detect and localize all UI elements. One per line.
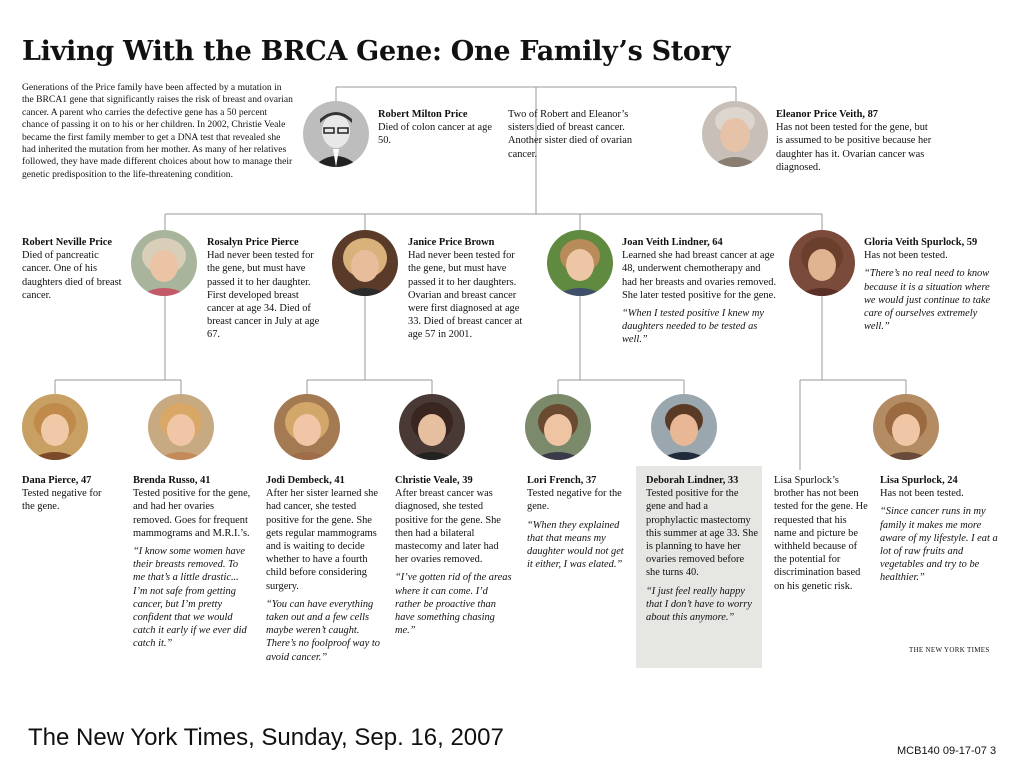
page-title: Living With the BRCA Gene: One Family’s Story	[22, 36, 730, 67]
person-quote: “There’s no real need to know because it is a situation where we would just continue to take care of ourselves extremely well.”	[864, 268, 991, 333]
lisa-spurlock-entry	[880, 474, 998, 585]
person-description: After breast cancer was diagnosed, she tested positive for the gene. She then had a bilateral mastecomy and later had her ovaries removed.	[395, 488, 501, 566]
robert-milton-price-entry	[378, 108, 496, 148]
person-description: Has not been tested for the gene, but is assumed to be positive because her daughter has it. Ovarian cancer was diagnosed.	[776, 122, 932, 173]
christie-veale-entry	[395, 474, 513, 637]
jodi-dembeck-entry	[266, 474, 382, 664]
joan-veith-lindner-photo	[547, 230, 613, 296]
person-description: Tested negative for the gene.	[22, 488, 102, 513]
person-description: Had never been tested for the gene, but must have passed it to her daughter. First developed breast cancer at age 34. Died of breast cancer in July at age 67.	[207, 250, 320, 341]
brenda-russo-photo	[148, 394, 214, 460]
deborah-lindner-photo	[651, 394, 717, 460]
person-quote: “I just feel really happy that I don’t have to worry about this anymore.”	[646, 585, 752, 624]
robert-milton-price-photo	[303, 101, 369, 167]
person-name: Lisa Spurlock, 24	[880, 475, 958, 486]
person-name: Dana Pierce, 47	[22, 475, 92, 486]
person-description: Had never been tested for the gene, but must have passed it to her daughters. Ovarian and breast cancer were first diagnosed at age 33. Died of breast cancer at age 57 in 2001.	[408, 250, 523, 341]
dana-pierce-photo	[22, 394, 88, 460]
person-name: Robert Milton Price	[378, 109, 468, 120]
person-quote: “Since cancer runs in my family it makes me more aware of my lifestyle. I eat a lot of raw fruits and vegetables and try to be healthier.”	[880, 506, 998, 584]
jodi-dembeck-photo	[274, 394, 340, 460]
person-name: Deborah Lindner, 33	[646, 475, 739, 486]
person-quote: “When they explained that that means my daughter would not get it either, I was elated.”	[527, 519, 624, 571]
person-quote: “I’ve gotten rid of the areas where it can come. I’d rather be proactive than have something chasing me.”	[395, 572, 512, 637]
person-name: Janice Price Brown	[408, 237, 495, 248]
person-name: Lori French, 37	[527, 475, 597, 486]
robert-neville-price-entry	[22, 236, 122, 302]
gloria-veith-spurlock-entry	[864, 236, 1002, 333]
rosalyn-price-pierce-photo	[131, 230, 197, 296]
intro-paragraph: Generations of the Price family have been affected by a mutation in the BRCA1 gene that significantly raises the risk of breast and ovarian cancer. A parent who carries the defective gene has a 50 percent chance of passing it on to his or her children. In 2002, Christie Veale became the first family member to get a DNA test that revealed she had inherited the mutation from her mother. As many of her relatives followed, they have made different choices about how to manage their genetic predisposition to the life-threatening condition.	[22, 82, 293, 180]
person-name: Brenda Russo, 41	[133, 475, 211, 486]
christie-veale-photo	[399, 394, 465, 460]
person-description: Tested positive for the gene and had a prophylactic mastectomy this summer at age 33. She is planning to have her ovaries removed before she turns 40.	[646, 488, 758, 579]
person-name: Christie Veale, 39	[395, 475, 473, 486]
person-name: Rosalyn Price Pierce	[207, 237, 299, 248]
person-description: Tested positive for the gene, and had her ovaries removed. Goes for frequent mammograms and M.R.I.’s.	[133, 488, 251, 539]
sisters-note: Two of Robert and Eleanor’s sisters died of breast cancer. Another sister died of ovarian cancer.	[508, 109, 633, 160]
person-quote: “I know some women have their breasts removed. To me that’s a little drastic... I’m not safe from getting cancer, but I’m pretty confident that we would catch it early if we ever did catch it.”	[133, 546, 247, 650]
deborah-lindner-entry	[646, 474, 758, 624]
dana-pierce-entry	[22, 474, 116, 514]
person-name: Joan Veith Lindner, 64	[622, 237, 723, 248]
eleanor-price-veith-photo	[702, 101, 768, 167]
person-name: Gloria Veith Spurlock, 59	[864, 237, 978, 248]
person-description: After her sister learned she had cancer, she tested positive for the gene. She gets regular mammograms and is waiting to decide whether to have a fourth child before considering surgery.	[266, 488, 378, 592]
slide-id: MCB140 09-17-07 3	[897, 745, 997, 757]
source-credit: THE NEW YORK TIMES	[909, 646, 990, 654]
janice-price-brown-entry	[408, 236, 526, 342]
person-quote: “When I tested positive I knew my daughters needed to be tested as well.”	[622, 308, 764, 346]
eleanor-price-veith-entry	[776, 108, 936, 174]
person-description: Tested negative for the gene.	[527, 488, 622, 513]
joan-veith-lindner-entry	[622, 236, 778, 347]
person-description: Died of colon cancer at age 50.	[378, 122, 492, 147]
slide-caption: The New York Times, Sunday, Sep. 16, 2007	[28, 724, 504, 751]
person-name: Eleanor Price Veith, 87	[776, 109, 878, 120]
janice-price-brown-photo	[332, 230, 398, 296]
lori-french-photo	[525, 394, 591, 460]
person-name: Robert Neville Price	[22, 237, 113, 248]
gloria-veith-spurlock-photo	[789, 230, 855, 296]
person-description: Has not been tested.	[880, 488, 964, 500]
person-quote: “You can have everything taken out and a few cells maybe weren’t caught. There’s no foolproof way to avoid cancer.”	[266, 598, 380, 663]
person-description: Learned she had breast cancer at age 48, underwent chemotherapy and had her breasts and ovaries removed. She later tested positive for the gene.	[622, 250, 777, 301]
rosalyn-price-pierce-entry	[207, 236, 321, 342]
lori-french-entry	[527, 474, 627, 571]
lisa-spurlock-photo	[873, 394, 939, 460]
brenda-russo-entry	[133, 474, 251, 651]
person-description: Has not been tested.	[864, 250, 948, 262]
person-name: Jodi Dembeck, 41	[266, 475, 345, 486]
person-description: Died of pancreatic cancer. One of his daughters died of breast cancer.	[22, 250, 122, 301]
spurlock-brother-note: Lisa Spurlock’s brother has not been tested for the gene. He requested that his name and picture be withheld because of the potential for discrimination based on his genetic risk.	[774, 475, 868, 592]
